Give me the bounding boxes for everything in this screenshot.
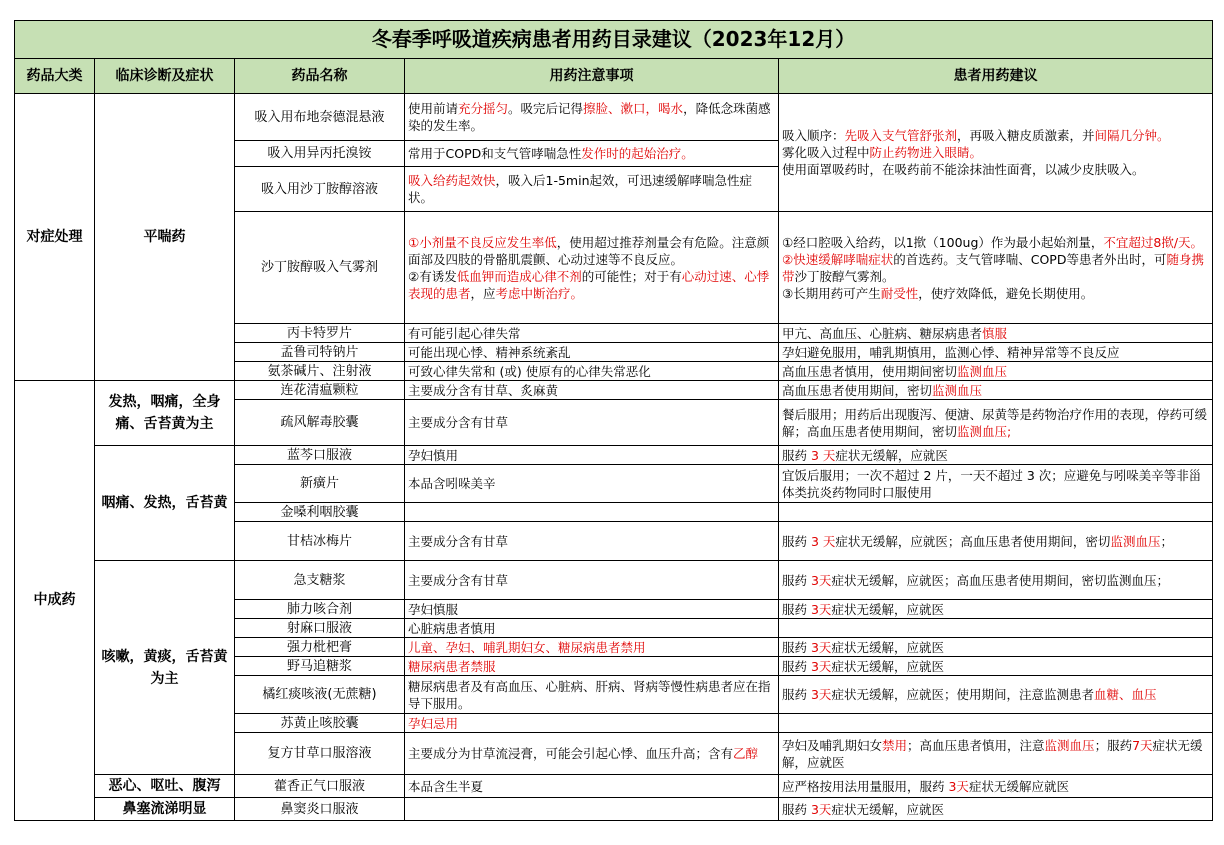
precaution-note [405,381,779,400]
advice-note [779,400,1213,446]
note-text: 吸入顺序： [782,128,845,143]
note-text: 症状无缓解应就医 [968,778,1069,794]
note-text: ，使用超过推荐剂量会有危险。注意颜面部及四肢的骨骼肌震颤、心动过速等不良反应。 [408,234,770,267]
advice-note [779,714,1213,733]
advice-note [779,324,1213,343]
drug-name: 新癀片 [235,465,405,503]
warning-text: 3天 [810,572,832,588]
warning-text: 先吸入支气管舒张剂 [844,128,958,143]
warning-text: 不宜超过8揿/天。 [1103,234,1204,250]
warning-text: 擦脸、漱口，喝水 [583,101,684,116]
advice-note [779,798,1213,821]
header-diagnosis: 临床诊断及症状 [95,59,235,94]
drug-name: 强力枇杷膏 [235,638,405,657]
note-text: 主要成分含有甘草 [408,415,509,430]
note-text: 的可能性；对于有 [581,268,682,284]
note-text: 症状无缓解，应就医；使用期间，注意监测患者 [831,687,1094,702]
warning-text: 3天 [810,687,832,702]
drug-name: 连花清瘟颗粒 [235,381,405,400]
warning-text: 低血钾而造成心律不剂 [456,268,582,284]
drug-name: 藿香正气口服液 [235,775,405,798]
precaution-note [405,400,779,446]
warning-text: 监测血压 [1044,737,1095,753]
note-text: 主要成分为甘草流浸膏，可能会引起心悸、血压升高；含有 [408,746,734,761]
precaution-note [405,94,779,141]
precaution-note [405,798,779,821]
warning-text: 7天 [1132,737,1153,753]
note-text: 症状无缓解，应就医 [831,601,944,617]
note-text: 。吸完后记得 [508,101,584,116]
note-text: ，再吸入糖皮质激素，并 [957,128,1095,143]
advice-note [779,561,1213,600]
precaution-note [405,503,779,522]
note-text: 服药 [782,639,811,655]
advice-note [779,657,1213,676]
note-text: ；高血压患者慎用，注意 [907,737,1045,753]
precaution-note [405,465,779,503]
drug-name: 射麻口服液 [235,619,405,638]
header-advice: 患者用药建议 [779,59,1213,94]
note-text: ，应 [470,285,496,301]
note-text: 主要成分含有甘草 [408,533,509,549]
note-text: 高血压患者慎用，使用期间密切 [782,363,958,379]
warning-text: 随身携带 [782,251,1204,284]
note-text: 服药 [782,447,811,463]
drug-name: 孟鲁司特钠片 [235,343,405,362]
warning-text: 防止药物进入眼睛。 [869,145,983,160]
advice-note [779,503,1213,522]
warning-text: 乙醇 [733,746,759,761]
note-text: ，吸入后1-5min起效，可迅速缓解哮喘急性症状。 [408,173,753,205]
precaution-note [405,212,779,324]
note-text: 孕妇慎服 [408,601,459,617]
header-category: 药品大类 [15,59,95,94]
precaution-note [405,775,779,798]
warning-text: 血糖、血压 [1093,687,1157,702]
header-drug-name: 药品名称 [235,59,405,94]
precaution-note [405,676,779,714]
drug-table-container [14,20,1212,821]
note-text: 服药 [782,687,811,702]
note-text: ，降低念珠菌感染的发生率。 [408,101,771,133]
precaution-note [405,522,779,561]
note-text: 主要成分含有甘草 [408,572,509,588]
note-text: 心脏病患者慎用 [408,620,496,636]
note-text: 孕妇避免服用，哺乳期慎用，监测心悸、精神异常等不良反应 [782,344,1120,360]
warning-text: 儿童、孕妇、哺乳期妇女、糖尿病患者禁用 [408,639,646,655]
warning-text: 间隔几分钟。 [1094,128,1170,143]
drug-name: 沙丁胺醇吸入气雾剂 [235,212,405,324]
warning-text: 3 天 [810,533,836,549]
advice-note [779,676,1213,714]
warning-text: 考虑中断治疗。 [495,285,584,301]
medication-table [14,20,1213,821]
drug-name: 急支糖浆 [235,561,405,600]
warning-text: 监测血压; [957,423,1012,439]
precaution-note [405,141,779,167]
warning-text: 发作时的起始治疗。 [581,146,694,161]
note-text: 可致心律失常和 (或) 使原有的心律失常恶化 [408,363,651,379]
warning-text: 耐受性 [880,285,919,301]
note-text: 糖尿病患者及有高血压、心脏病、肝病、肾病等慢性病患者应在指导下服用。 [408,678,771,711]
note-text: 症状无缓解，应就医；高血压患者使用期间，密切 [835,533,1111,549]
warning-text: 3天 [948,778,969,794]
drug-name: 吸入用沙丁胺醇溶液 [235,167,405,212]
note-text: 本品含生半夏 [408,778,484,794]
drug-name: 氨茶碱片、注射液 [235,362,405,381]
advice-note [779,94,1213,212]
drug-name: 苏黄止咳胶囊 [235,714,405,733]
advice-note [779,362,1213,381]
note-text: ①经口腔吸入给药，以1揿（100ug）作为最小起始剂量， [782,234,1104,250]
drug-name: 肺力咳合剂 [235,600,405,619]
warning-text: 3天 [810,639,832,655]
warning-text: 心动过速、心悸表现的患者 [408,268,770,301]
note-text: ③长期用药可产生 [782,285,881,301]
drug-name: 吸入用布地奈德混悬液 [235,94,405,141]
warning-text: ①小剂量不良反应发生率低 [408,234,557,250]
page-title: 冬春季呼吸道疾病患者用药目录建议（2023年12月） [15,21,1213,59]
advice-note [779,465,1213,503]
note-text: 高血压患者使用期间，密切 [782,382,933,398]
advice-note [779,600,1213,619]
note-text: 应严格按用法用量服用，服药 [782,778,949,794]
diagnosis-cough-yellow-phlegm: 咳嗽，黄痰，舌苔黄为主 [95,561,235,775]
note-text: ；服药 [1094,737,1133,753]
warning-text: 充分摇匀 [458,101,509,116]
note-text: 症状无缓解，应就医 [831,639,944,655]
warning-text: 糖尿病患者禁服 [408,658,496,674]
precaution-note [405,324,779,343]
category-chinese-patent: 中成药 [15,381,95,821]
note-text: 症状无缓解，应就医 [831,801,944,817]
advice-note [779,381,1213,400]
warning-text: 吸入给药起效快 [408,173,496,188]
note-text: 餐后服用；用药后出现腹泻、便溏、尿黄等是药物治疗作用的表现，停药可缓解；高血压患者使用期间，密切 [782,406,1208,439]
drug-name: 蓝芩口服液 [235,446,405,465]
warning-text: 禁用 [882,737,908,753]
drug-name: 橘红痰咳液(无蔗糖) [235,676,405,714]
drug-name: 金嗓利咽胶囊 [235,503,405,522]
warning-text: 慎服 [982,325,1008,341]
drug-name: 吸入用异丙托溴铵 [235,141,405,167]
precaution-note [405,167,779,212]
advice-note [779,638,1213,657]
note-text: 症状无缓解，应就医；高血压患者使用期间，密切监测血压； [831,572,1169,588]
note-text: 服药 [782,658,811,674]
note-text: ，使疗效降低，避免长期使用。 [918,285,1094,301]
precaution-note [405,561,779,600]
note-text: 使用前请 [408,101,459,116]
note-text: 孕妇慎用 [408,447,459,463]
note-text: 的首选药。支气管哮喘、COPD等患者外出时，可 [893,251,1167,267]
warning-text: 3 天 [810,447,836,463]
drug-name: 野马追糖浆 [235,657,405,676]
note-text: 主要成分含有甘草、炙麻黄 [408,382,559,398]
precaution-note [405,343,779,362]
advice-note [779,446,1213,465]
drug-name: 复方甘草口服溶液 [235,733,405,775]
advice-note [779,522,1213,561]
note-text: 宜饭后服用；一次不超过 2 片，一天不超过 3 次；应避免与吲哚美辛等非甾体类抗炎药物同时口服使用 [782,467,1202,500]
note-text: 服药 [782,572,811,588]
note-text: 可能出现心悸、精神系统紊乱 [408,344,571,360]
diagnosis-nausea-vomiting: 恶心、呕吐、腹泻 [95,775,235,798]
note-text: 有可能引起心律失常 [408,325,521,341]
advice-note [779,212,1213,324]
precaution-note [405,657,779,676]
drug-name: 鼻窦炎口服液 [235,798,405,821]
note-text: 服药 [782,801,811,817]
note-text: 症状无缓解，应就医 [831,658,944,674]
note-text: 沙丁胺醇气雾剂。 [794,268,895,284]
note-text: ②有诱发 [408,268,457,284]
warning-text: ②快速缓解哮喘症状 [782,251,894,267]
diagnosis-nasal-congestion: 鼻塞流涕明显 [95,798,235,821]
advice-note [779,343,1213,362]
precaution-note [405,733,779,775]
header-precautions: 用药注意事项 [405,59,779,94]
advice-note [779,619,1213,638]
precaution-note [405,446,779,465]
note-text: 孕妇及哺乳期妇女 [782,737,883,753]
warning-text: 监测血压 [957,363,1008,379]
note-text: 症状无缓解，应就医 [782,737,1203,770]
drug-name: 疏风解毒胶囊 [235,400,405,446]
note-text: 症状无缓解，应就医 [835,447,948,463]
note-text: ； [1160,533,1173,549]
advice-note [779,733,1213,775]
diagnosis-sore-throat-fever: 咽痛、发热，舌苔黄 [95,446,235,561]
warning-text: 3天 [810,658,832,674]
warning-text: 孕妇忌用 [408,715,459,731]
note-text: 雾化吸入过程中 [782,145,870,160]
advice-note [779,775,1213,798]
warning-text: 3天 [810,801,832,817]
precaution-note [405,619,779,638]
diagnosis-antiasthmatic: 平喘药 [95,94,235,381]
warning-text: 3天 [810,601,832,617]
note-text: 服药 [782,533,811,549]
warning-text: 监测血压 [1110,533,1161,549]
precaution-note [405,362,779,381]
note-text: 甲亢、高血压、心脏病、糖尿病患者 [782,325,983,341]
precaution-note [405,600,779,619]
note-text: 常用于COPD和支气管哮喘急性 [408,146,582,161]
warning-text: 监测血压 [932,382,983,398]
diagnosis-fever-sore-throat: 发热，咽痛，全身痛、舌苔黄为主 [95,381,235,446]
note-text: 本品含吲哚美辛 [408,476,496,491]
note-text: 使用面罩吸药时，在吸药前不能涂抹油性面膏，以减少皮肤吸入。 [782,162,1145,177]
category-symptomatic: 对症处理 [15,94,95,381]
precaution-note [405,638,779,657]
drug-name: 丙卡特罗片 [235,324,405,343]
precaution-note [405,714,779,733]
note-text: 服药 [782,601,811,617]
drug-name: 甘桔冰梅片 [235,522,405,561]
